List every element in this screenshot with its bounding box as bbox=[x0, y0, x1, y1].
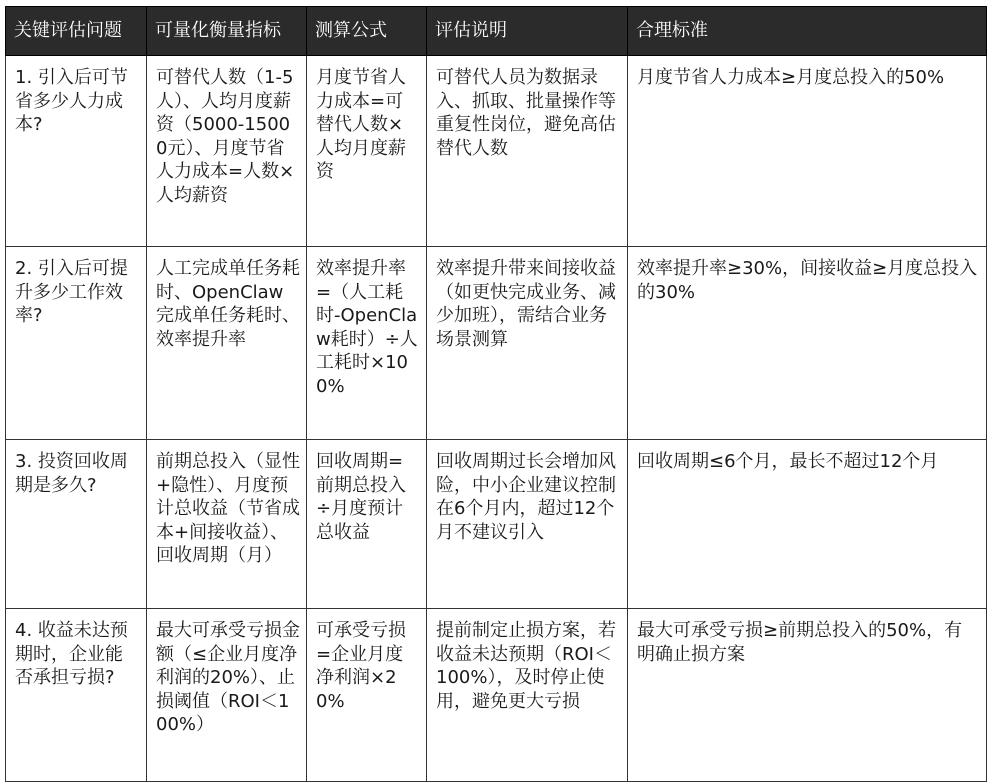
cell-metric: 可替代人数（1-5人）、人均月度薪资（5000-15000元）、月度节省人力成本=人数×人均薪资 bbox=[147, 56, 307, 247]
cell-formula: 回收周期=前期总投入÷月度预计总收益 bbox=[307, 440, 427, 609]
cell-note: 回收周期过长会增加风险，中小企业建议控制在6个月内，超过12个月不建议引入 bbox=[427, 440, 628, 609]
cell-metric: 人工完成单任务耗时、OpenClaw完成单任务耗时、效率提升率 bbox=[147, 247, 307, 440]
header-metric: 可量化衡量指标 bbox=[147, 7, 307, 56]
header-formula: 测算公式 bbox=[307, 7, 427, 56]
cell-metric: 前期总投入（显性+隐性）、月度预计总收益（节省成本+间接收益）、回收周期（月） bbox=[147, 440, 307, 609]
roi-evaluation-table bbox=[5, 6, 987, 782]
table-row bbox=[6, 440, 987, 609]
cell-question: 2. 引入后可提升多少工作效率? bbox=[6, 247, 147, 440]
header-standard: 合理标准 bbox=[628, 7, 987, 56]
table-row bbox=[6, 56, 987, 247]
cell-note: 可替代人员为数据录入、抓取、批量操作等重复性岗位，避免高估替代人数 bbox=[427, 56, 628, 247]
evaluation-table-container bbox=[5, 6, 987, 782]
header-key-question: 关键评估问题 bbox=[6, 7, 147, 56]
table-header-row bbox=[6, 7, 987, 56]
cell-standard: 最大可承受亏损≥前期总投入的50%，有明确止损方案 bbox=[628, 609, 987, 782]
cell-standard: 月度节省人力成本≥月度总投入的50% bbox=[628, 56, 987, 247]
cell-metric: 最大可承受亏损金额（≤企业月度净利润的20%）、止损阈值（ROI＜100%） bbox=[147, 609, 307, 782]
cell-question: 1. 引入后可节省多少人力成本? bbox=[6, 56, 147, 247]
header-note: 评估说明 bbox=[427, 7, 628, 56]
cell-note: 提前制定止损方案，若收益未达预期（ROI＜100%），及时停止使用，避免更大亏损 bbox=[427, 609, 628, 782]
cell-question: 4. 收益未达预期时，企业能否承担亏损? bbox=[6, 609, 147, 782]
cell-question: 3. 投资回收周期是多久? bbox=[6, 440, 147, 609]
table-row bbox=[6, 609, 987, 782]
cell-formula: 效率提升率=（人工耗时-OpenClaw耗时）÷人工耗时×100% bbox=[307, 247, 427, 440]
cell-note: 效率提升带来间接收益（如更快完成业务、减少加班），需结合业务场景测算 bbox=[427, 247, 628, 440]
table-row bbox=[6, 247, 987, 440]
cell-standard: 效率提升率≥30%，间接收益≥月度总投入的30% bbox=[628, 247, 987, 440]
cell-formula: 月度节省人力成本=可替代人数×人均月度薪资 bbox=[307, 56, 427, 247]
cell-formula: 可承受亏损=企业月度净利润×20% bbox=[307, 609, 427, 782]
cell-standard: 回收周期≤6个月，最长不超过12个月 bbox=[628, 440, 987, 609]
